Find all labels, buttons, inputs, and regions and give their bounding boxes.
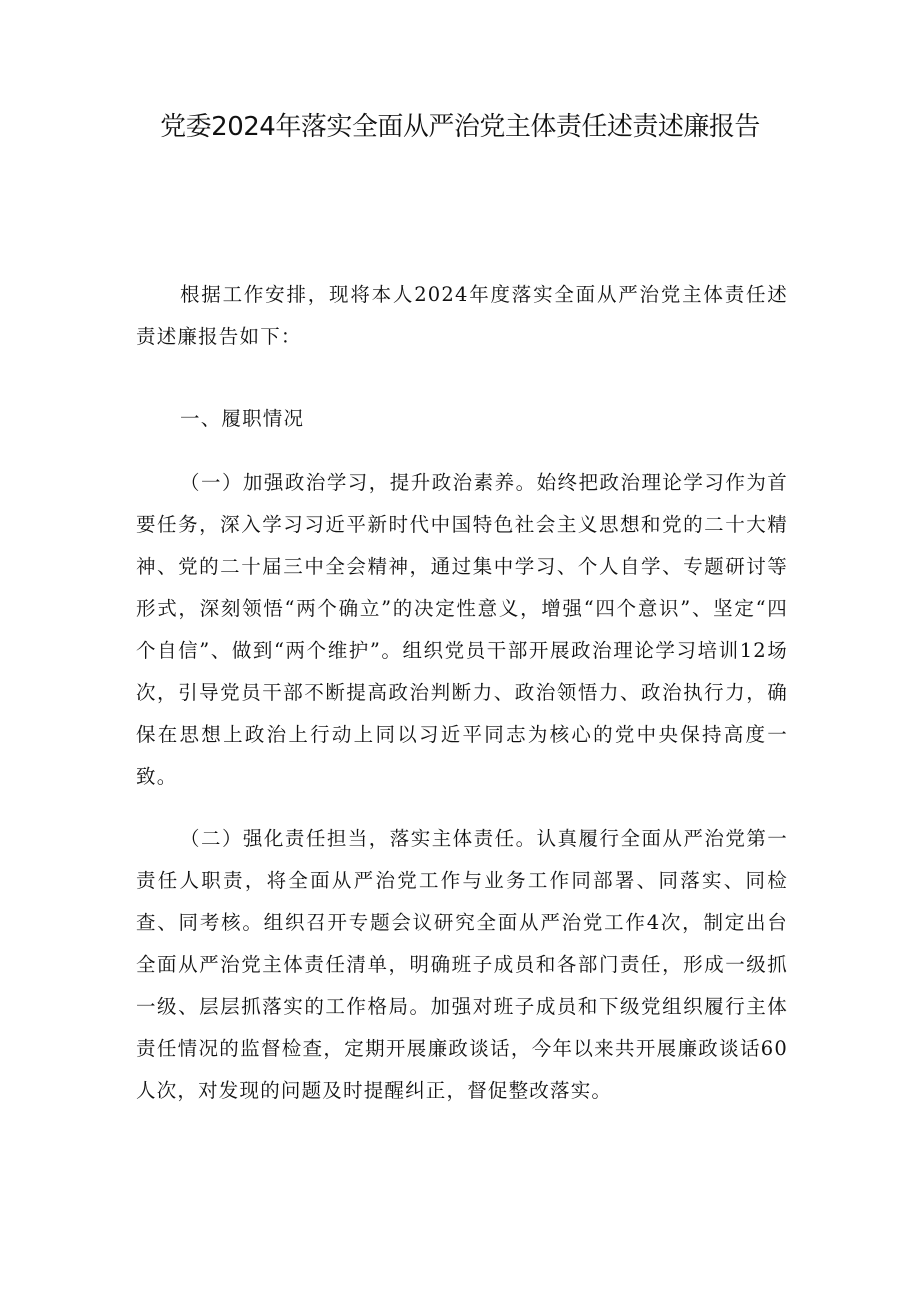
paragraph-responsibility: （二）强化责任担当，落实主体责任。认真履行全面从严治党第一责任人职责，将全面从严治党工作与业务工作同部署、同落实、同检查、同考核。组织召开专题会议研究全面从严治党工作4次，制定出台全面从严治党主体责任清单，明确班子成员和各部门责任，形成一级抓一级、层层抓落实的工作格局。加强对班子成员和下级党组织履行主体责任情况的监督检查，定期开展廉政谈话，今年以来共开展廉政谈话60人次，对发现的问题及时提醒纠正，督促整改落实。: [136, 827, 788, 1102]
intro-paragraph: 根据工作安排，现将本人2024年度落实全面从严治党主体责任述责述廉报告如下：: [136, 283, 788, 348]
document-title: 党委2024年落实全面从严治党主体责任述责述廉报告: [160, 112, 760, 142]
section-heading: 一、履职情况: [180, 407, 305, 430]
paragraph-political-study: （一）加强政治学习，提升政治素养。始终把政治理论学习作为首要任务，深入学习习近平新时代中国特色社会主义思想和党的二十大精神、党的二十届三中全会精神，通过集中学习、个人自学、专题研讨等形式，深刻领悟“两个确立”的决定性意义，增强“四个意识”、坚定“四个自信”、做到“两个维护”。组织党员干部开展政治理论学习培训12场次，引导党员干部不断提高政治判断力、政治领悟力、政治执行力，确保在思想上政治上行动上同以习近平同志为核心的党中央保持高度一致。: [136, 471, 788, 788]
